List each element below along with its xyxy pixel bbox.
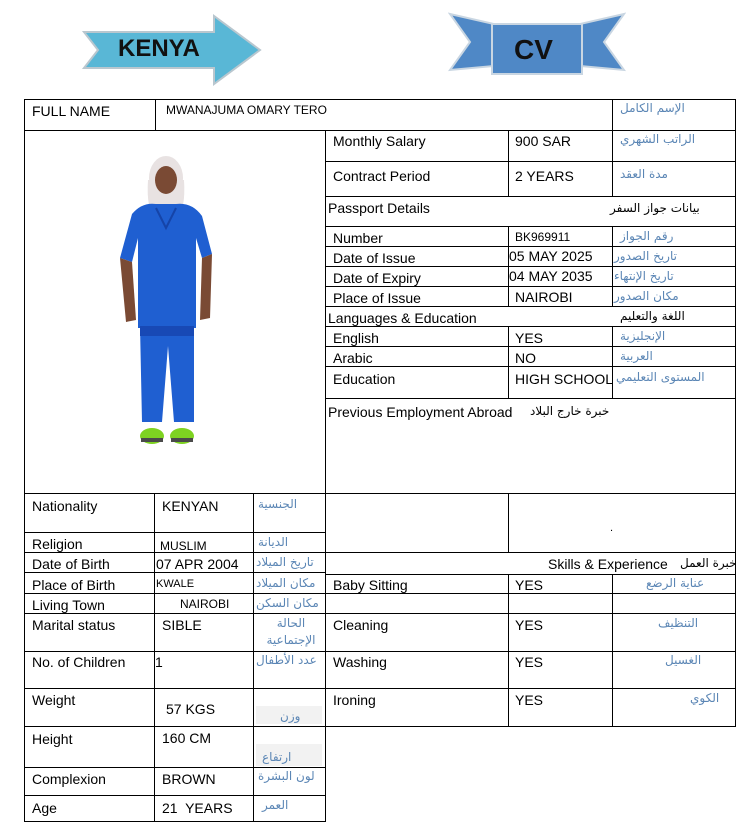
languages-section-title: Languages & Education (328, 310, 477, 326)
place-of-issue-value: NAIROBI (515, 289, 573, 305)
date-of-expiry-ar: تاريخ الإنتهاء (614, 269, 674, 283)
person-figure-icon (110, 150, 220, 455)
cv-ribbon-banner (448, 10, 626, 80)
washing-value: YES (515, 654, 544, 670)
date-of-expiry-value: 04 MAY 2035 (509, 268, 593, 284)
religion-ar: الديانة (258, 535, 289, 549)
english-label: English (333, 330, 379, 346)
passport-number-ar: رقم الجواز (620, 229, 674, 243)
skills-section-title-ar: خبرة العمل (680, 556, 737, 570)
place-of-birth-value: KWALE (156, 578, 195, 590)
religion-value: MUSLIM (160, 539, 207, 553)
arabic-value: NO (515, 350, 536, 366)
complexion-label: Complexion (32, 771, 106, 787)
baby-sitting-label: Baby Sitting (333, 577, 408, 593)
nationality-ar: الجنسية (258, 497, 298, 511)
age-label: Age (32, 800, 57, 816)
baby-sitting-ar: عناية الرضع (646, 576, 705, 590)
kenya-label: KENYA (118, 35, 200, 62)
ironing-label: Ironing (333, 692, 376, 708)
languages-section-title-ar: اللغة والتعليم (620, 309, 685, 323)
cleaning-value: YES (515, 617, 544, 633)
living-town-value: NAIROBI (180, 597, 230, 611)
empty-cell-dot: . (610, 522, 614, 534)
previous-employment-title-ar: خبرة خارج البلاد (530, 404, 610, 418)
date-of-birth-ar: تاريخ الميلاد (256, 555, 314, 569)
age-ar: العمر (262, 798, 289, 812)
height-value: 160 CM (162, 730, 212, 746)
nationality-label: Nationality (32, 498, 98, 514)
english-ar: الإنجليزية (620, 329, 666, 343)
children-ar: عدد الأطفال (256, 653, 317, 667)
date-of-expiry-label: Date of Expiry (333, 270, 421, 286)
washing-ar: الغسيل (665, 653, 702, 667)
marital-status-ar: الحالة الإجتماعية (266, 616, 316, 647)
height-ar: ارتفاع (262, 750, 292, 764)
living-town-ar: مكان السكن (256, 596, 319, 610)
english-value: YES (515, 330, 544, 346)
date-of-issue-ar: تاريخ الصدور (614, 249, 677, 263)
complexion-value: BROWN (162, 771, 216, 787)
age-value: 21 YEARS (162, 800, 233, 816)
height-label: Height (32, 731, 73, 747)
date-of-birth-label: Date of Birth (32, 556, 110, 572)
previous-employment-title: Previous Employment Abroad (328, 404, 513, 420)
monthly-salary-ar: الراتب الشهري (620, 132, 696, 146)
place-of-birth-label: Place of Birth (32, 577, 116, 593)
passport-section-title-ar: بيانات جواز السفر (610, 201, 700, 215)
place-of-issue-label: Place of Issue (333, 290, 421, 306)
full-name-label: FULL NAME (32, 103, 111, 119)
date-of-issue-value: 05 MAY 2025 (509, 248, 593, 264)
date-of-birth-value: 07 APR 2004 (156, 556, 239, 572)
date-of-issue-label: Date of Issue (333, 250, 416, 266)
cleaning-ar: التنظيف (658, 616, 699, 630)
passport-number-label: Number (333, 230, 383, 246)
contract-period-ar: مدة العقد (620, 167, 668, 181)
cv-label: CV (514, 34, 553, 65)
profile-photo (110, 150, 220, 455)
monthly-salary-value: 900 SAR (515, 133, 572, 149)
complexion-ar: لون البشرة (258, 769, 315, 783)
weight-ar: وزن (280, 709, 301, 723)
skills-section-title: Skills & Experience (548, 556, 668, 572)
education-value: HIGH SCHOOL (515, 371, 614, 387)
passport-section-title: Passport Details (328, 200, 430, 216)
cleaning-label: Cleaning (333, 617, 389, 633)
marital-status-label: Marital status (32, 617, 116, 633)
weight-value: 57 KGS (166, 701, 216, 717)
marital-status-value: SIBLE (162, 617, 202, 633)
education-ar: المستوى التعليمي (616, 370, 705, 384)
kenya-arrow-banner (80, 14, 264, 86)
place-of-issue-ar: مكان الصدور (614, 289, 679, 303)
full-name-value: MWANAJUMA OMARY TERO (166, 103, 327, 117)
children-value: 1 (155, 654, 163, 670)
education-label: Education (333, 371, 396, 387)
ironing-value: YES (515, 692, 544, 708)
children-label: No. of Children (32, 654, 126, 670)
nationality-value: KENYAN (162, 498, 219, 514)
passport-number-value: BK969911 (515, 230, 571, 244)
washing-label: Washing (333, 654, 387, 670)
religion-label: Religion (32, 536, 83, 552)
baby-sitting-value: YES (515, 577, 544, 593)
living-town-label: Living Town (32, 597, 105, 613)
full-name-ar: الإسم الكامل (620, 101, 685, 115)
contract-period-value: 2 YEARS (515, 168, 574, 184)
place-of-birth-ar: مكان الميلاد (256, 576, 316, 590)
contract-period-label: Contract Period (333, 168, 431, 184)
ironing-ar: الكوي (690, 691, 720, 705)
weight-label: Weight (32, 692, 76, 708)
monthly-salary-label: Monthly Salary (333, 133, 426, 149)
arabic-ar: العربية (620, 349, 653, 363)
arabic-label: Arabic (333, 350, 373, 366)
